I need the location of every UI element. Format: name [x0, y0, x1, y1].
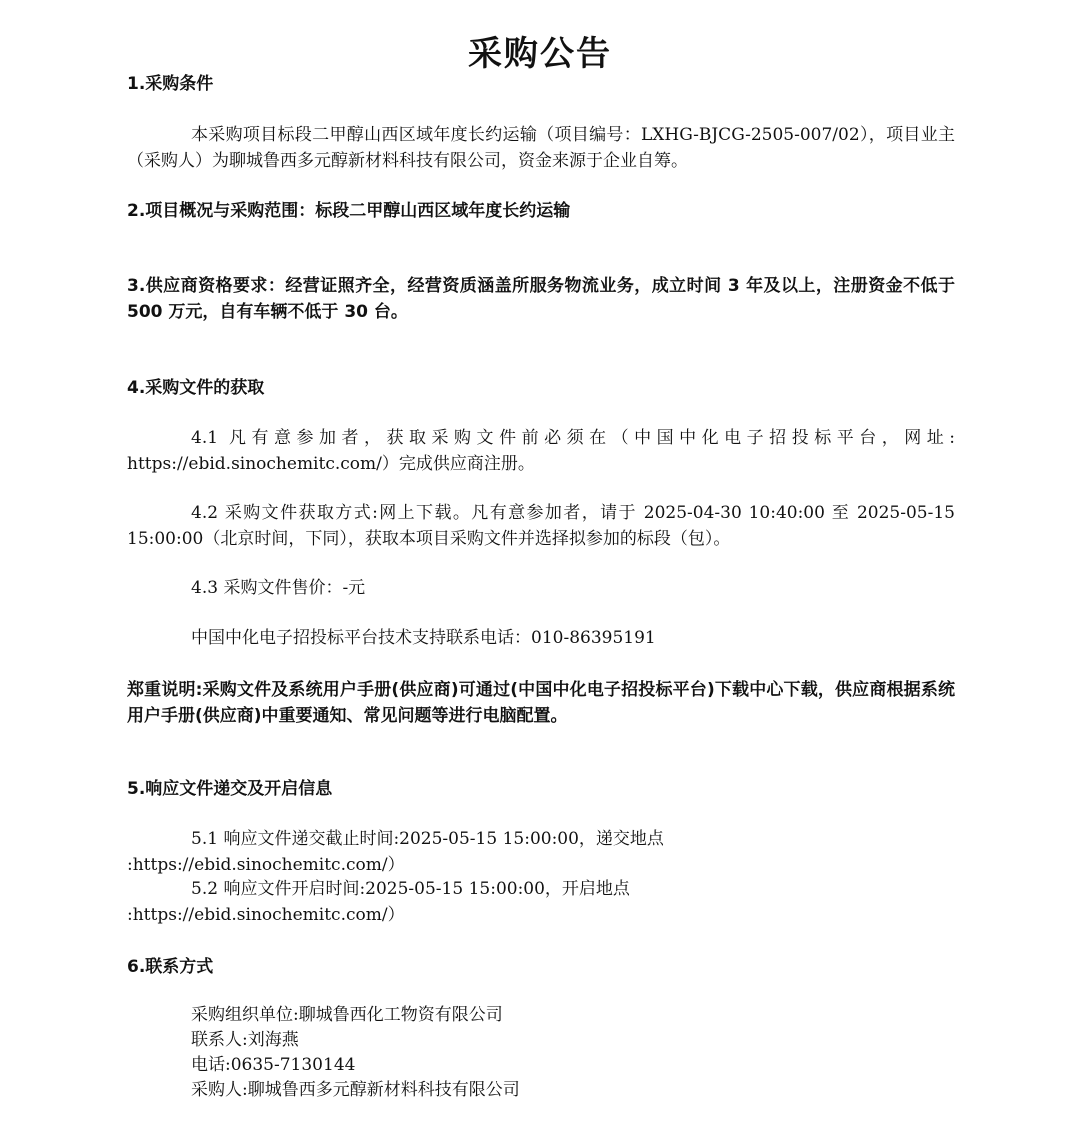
submission-location: :https://ebid.sinochemitc.com/） — [127, 855, 405, 875]
section-3-text: 3.供应商资格要求：经营证照齐全，经营资质涵盖所服务物流业务，成立时间 3 年及以上，注册资金不低于 500 万元，自有车辆不低于 30 台。 — [127, 276, 955, 322]
contact-phone: 电话:0635-7130144 — [191, 1055, 356, 1075]
section-2-heading: 2.项目概况与采购范围：标段二甲醇山西区域年度长约运输 — [127, 201, 571, 221]
section-5-heading: 5.响应文件递交及开启信息 — [127, 779, 333, 799]
opening-time: 5.2 响应文件开启时间:2025-05-15 15:00:00，开启地点 — [191, 879, 630, 899]
section-1-heading: 1.采购条件 — [127, 74, 214, 94]
section-4-heading: 4.采购文件的获取 — [127, 378, 265, 398]
section-4-2-text: 4.2 采购文件获取方式:网上下载。凡有意参加者，请于 2025-04-30 10:40:00 至 2025-05-15 15:00:00（北京时间，下同），获取本项目采购文件并选择拟参加的标段（包）。 — [127, 503, 955, 549]
section-4-3-text: 4.3 采购文件售价：-元 — [191, 578, 366, 598]
page-title: 采购公告 — [468, 34, 612, 74]
opening-location: :https://ebid.sinochemitc.com/） — [127, 905, 405, 925]
contact-person: 联系人:刘海燕 — [191, 1030, 299, 1050]
procurement-organization: 采购组织单位:聊城鲁西化工物资有限公司 — [191, 1005, 503, 1025]
submission-deadline: 5.1 响应文件递交截止时间:2025-05-15 15:00:00，递交地点 — [191, 829, 664, 849]
purchaser: 采购人:聊城鲁西多元醇新材料科技有限公司 — [191, 1080, 520, 1100]
section-4-1-text: 4.1 凡有意参加者，获取采购文件前必须在（中国中化电子招投标平台，网址: https://ebid.sinochemitc.com/）完成供应商注册。 — [127, 428, 955, 474]
section-1-text: 本采购项目标段二甲醇山西区域年度长约运输（项目编号：LXHG-BJCG-2505-007/02），项目业主（采购人）为聊城鲁西多元醇新材料科技有限公司，资金来源于企业自筹。 — [127, 125, 955, 171]
tech-support-phone: 中国中化电子招投标平台技术支持联系电话：010-86395191 — [191, 628, 656, 648]
section-6-heading: 6.联系方式 — [127, 957, 214, 977]
important-notice: 郑重说明:采购文件及系统用户手册(供应商)可通过(中国中化电子招投标平台)下载中心下载，供应商根据系统用户手册(供应商)中重要通知、常见问题等进行电脑配置。 — [127, 680, 955, 726]
